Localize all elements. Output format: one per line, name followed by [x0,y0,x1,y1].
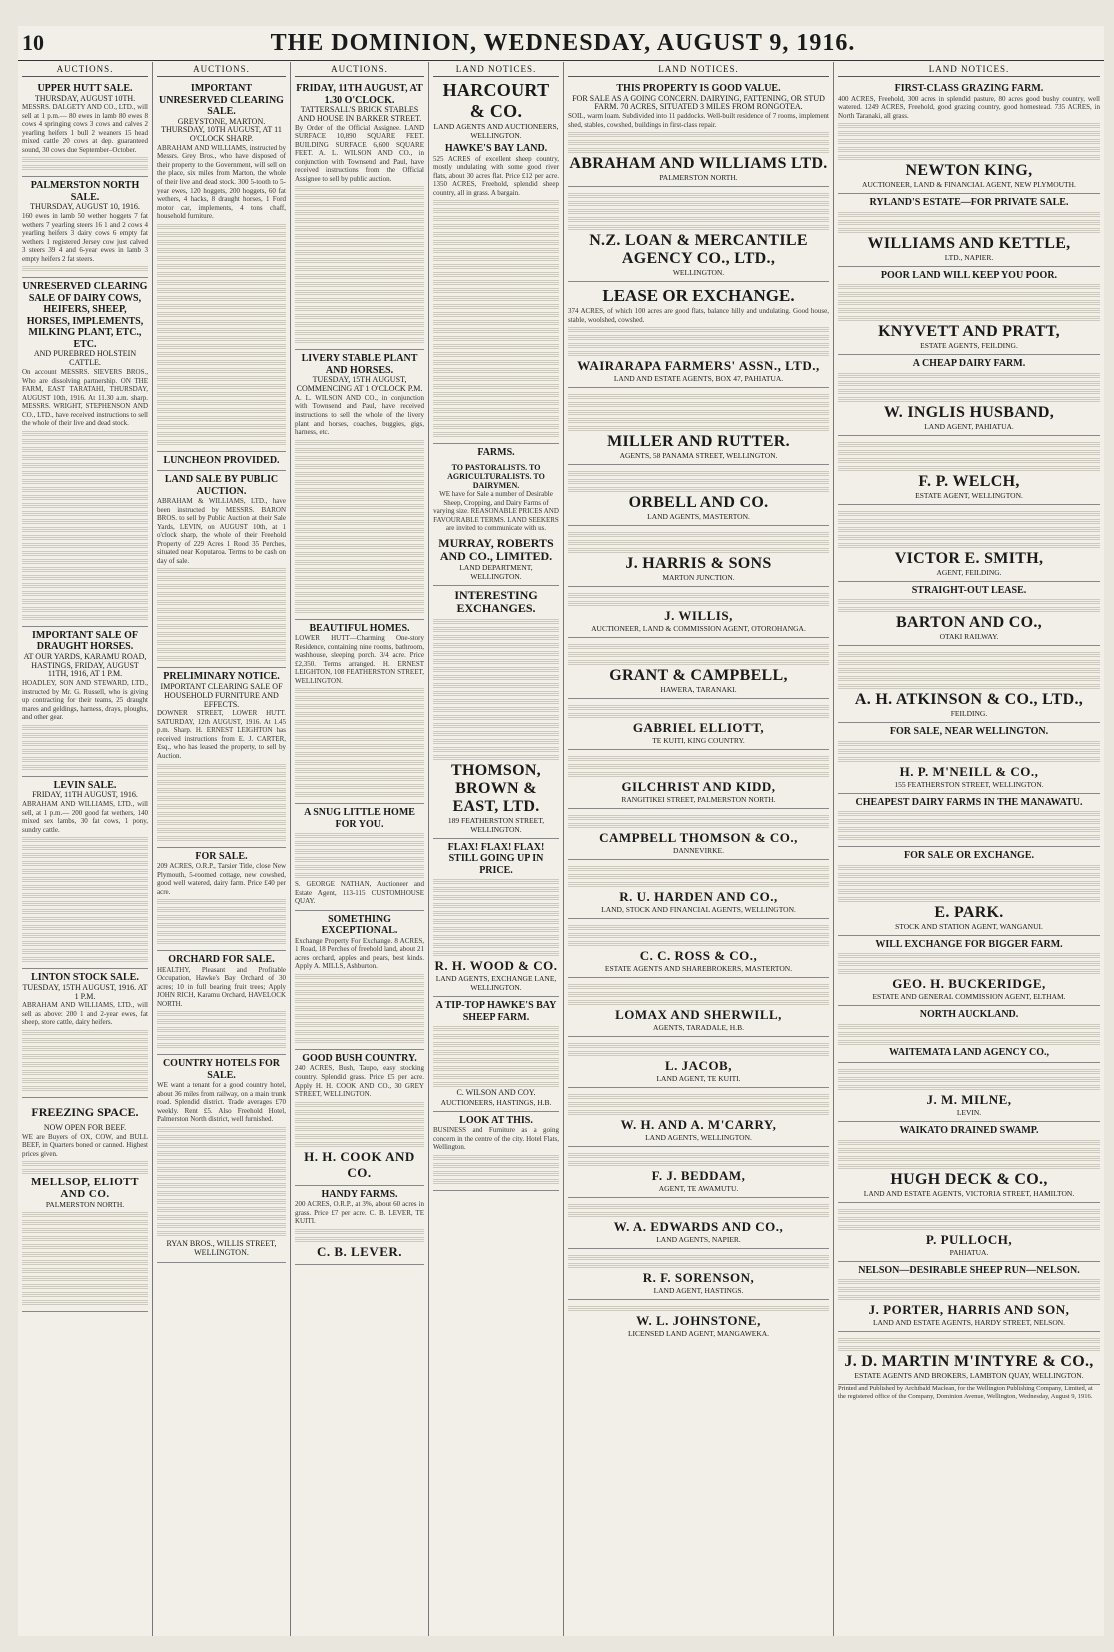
agent-name: KNYVETT AND PRATT, [878,323,1060,341]
ad-title: FLAX! FLAX! FLAX! STILL GOING UP IN PRICE. [447,841,545,876]
agent-location: HAWERA, TARANAKI. [660,685,737,695]
ad-title: STRAIGHT-OUT LEASE. [911,584,1027,596]
ad-subtitle: THURSDAY, AUGUST 10, 1916. [30,202,140,212]
ad-title: LINTON STOCK SALE. [31,972,139,984]
ad-greystone-clearing [157,80,286,452]
ad-text: 209 ACRES, O.R.P., Tarsier Title, close New Plymouth, 5-roomed cottage, new cowshed, good well watered, dairy farm. Price £40 per acre. [157,862,286,896]
agent-name: W. H. AND A. M'CARRY, [620,1117,777,1133]
agent-name: ABRAHAM AND WILLIAMS LTD. [569,155,828,173]
ad-waikato-swamp [838,1122,1100,1203]
ad-jacob [568,1037,829,1088]
ad-north-auckland [838,1006,1100,1063]
agent-name: J. M. MILNE, [926,1092,1012,1108]
ad-title: UPPER HUTT SALE. [37,83,133,94]
ad-welch [838,436,1100,505]
ad-luncheon [157,452,286,472]
ad-text: 525 ACRES of excellent sheep country, mostly undulating with some good river flats, about 30 acres flat. Price £12 per acre. 1350 ACRES, Freehold, splendid sheep country, all in grass. A bargain. [433,154,559,197]
ad-title: LIVERY STABLE PLANT AND HORSES. [301,353,418,376]
ad-text: 200 ACRES, O.R.P., at 3%, about 60 acres in grass. Price £7 per acre. C. B. LEVER, TE KUITI. [295,1200,424,1226]
ad-text: 160 ewes in lamb 50 wether hoggets 7 fat wethers 7 yearling steers 16 1 and 2 cows 4 yearling heifers 3 dairy cows 6 empty fat wethers 1 registered Jersey cow just calved 3 steers 39 4 and 6-year ewes in lamb 3 empty heifers 2 fat steers. [22,212,148,263]
agent-name: MILLER AND RUTTER. [607,433,790,451]
ad-land-sale [157,471,286,668]
ad-title: HANDY FARMS. [321,1188,398,1200]
ad-subtitle: TUESDAY, 15TH AUGUST, COMMENCING AT 1 O'CLOCK P.M. [296,375,423,394]
ad-title: WILL EXCHANGE FOR BIGGER FARM. [875,938,1063,950]
column-auctions-3 [291,62,429,1636]
agent-location: LAND, STOCK AND FINANCIAL AGENTS, WELLINGTON. [601,905,796,915]
ad-campbell-thomson [568,809,829,860]
ad-text: SOIL, warm loam. Subdivided into 11 paddocks. Well-built residence of 7 rooms, implement shed, stables, cowshed, buildings in first-class repair. [568,112,829,129]
freezing-text: WE are Buyers of OX, COW, and BULL BEEF, in Quarters boned or canned. Highest prices given. [22,1132,148,1158]
ad-text: DOWNER STREET, LOWER HUTT. SATURDAY, 12th AUGUST, 1916. At 1.45 p.m. Sharp. H. ERNEST LEIGHTON has received instructions from E. J. CARTER, Esq., who has leased the property, to sell by Auction. [157,709,286,760]
ad-rylands-estate [838,194,1100,267]
agent-location: AGENT, FEILDING. [936,567,1002,577]
ad-title: FARMS. [477,447,515,459]
ad-orchard [157,951,286,1055]
ad-text: WE want a tenant for a good country hotel, about 36 miles from railway, on a main trunk road. Splendid district. Trade averages £70 weekly. Rent £5. Also Freehold Hotel, Palmerston North district, well furnished. [157,1081,286,1124]
column-auctions-1 [18,62,153,1636]
ad-levin-sale [22,777,148,969]
column-auctions-2 [153,62,291,1636]
agent-name: F. P. WELCH, [918,472,1020,490]
ad-text: WE have for Sale a number of Desirable Sheep, Cropping, and Dairy Farms of varying size. REASONABLE PRICES AND FAVOURABLE TERMS. LAND SEEKERS are invited to communicate with us. [433,490,559,533]
column-head: LAND NOTICES. [838,64,1100,77]
agent-name: NEWTON KING, [905,162,1033,180]
agent-name: GILCHRIST AND KIDD, [621,779,776,795]
agent-name: R. F. SORENSON, [642,1270,755,1286]
agent-location: PALMERSTON NORTH. [45,1200,125,1210]
ad-subtitle: FOR SALE AS A GOING CONCERN. DAIRYING, FATTENING, OR STUD FARM. 70 ACRES, SITUATED 3 MILES FROM RONGOTEA. [572,93,825,112]
agent-name: R. U. HARDEN AND CO., [619,889,778,905]
ad-lease-exchange [568,282,829,388]
ad-text: MESSRS. DALGETY AND CO., LTD., will sell at 1 p.m.— 80 ewes in lamb 80 ewes 8 cows 4 springing cows 3 cows and calves 2 yearling heifers 1 bull 2 weaners 15 head mixed cattle 20 cows at dep. guaranteed sound, 30 cows due September–October. [22,103,148,154]
agent-location: 189 FEATHERSTON STREET, WELLINGTON. [447,815,545,834]
agent-location: OTAKI RAILWAY. [939,632,999,642]
ad-farms [433,444,559,586]
agent-name: E. PARK. [934,903,1004,921]
agent-location: RANGITIKEI STREET, PALMERSTON NORTH. [621,795,776,805]
ad-straight-lease [838,582,1100,647]
agent-name: BARTON AND CO., [896,614,1042,632]
ad-title: ORCHARD FOR SALE. [168,954,275,966]
agent-name: WAIRARAPA FARMERS' ASSN., LTD., [577,358,820,374]
ad-preliminary-notice [157,668,286,847]
agent-location: LAND AGENTS, NAPIER. [656,1235,741,1245]
ad-willis [568,587,829,638]
ad-sorenson [568,1249,829,1300]
ad-cheap-dairy-farm [838,355,1100,436]
agent-name: W. L. JOHNSTONE, [636,1313,761,1329]
ad-title: NELSON—DESIRABLE SHEEP RUN—NELSON. [858,1264,1080,1276]
agent-name: R. H. WOOD & CO. [434,958,558,974]
agent-location: ESTATE AND GENERAL COMMISSION AGENT, ELTHAM. [872,992,1066,1002]
ad-good-value [568,80,829,187]
ad-freezing-space [22,1098,148,1312]
agent-name: N.Z. LOAN & MERCANTILE AGENCY CO., LTD., [589,232,808,268]
ad-nz-loan [568,187,829,282]
agent-location: LAND AND ESTATE AGENTS, BOX 47, PAHIATUA. [613,374,784,384]
agent-name: VICTOR E. SMITH, [894,549,1044,567]
ad-ross [568,919,829,978]
ad-country-hotels [157,1055,286,1262]
ad-title: FOR SALE. [195,850,248,862]
ad-harris [568,526,829,587]
ad-title: FOR SALE, NEAR WELLINGTON. [889,726,1049,738]
freezing-title: FREEZING SPACE. [31,1104,139,1119]
ad-title: IMPORTANT UNRESERVED CLEARING SALE. [159,83,284,117]
ad-subtitle: AT OUR YARDS, KARAMU ROAD, HASTINGS, FRIDAY, AUGUST 11TH, 1916, AT 1 P.M. [23,651,147,679]
agent-location: LAND AND ESTATE AGENTS, HARDY STREET, NELSON. [872,1318,1066,1328]
ad-title: UNRESERVED CLEARING SALE OF DAIRY COWS, HEIFERS, SHEEP, HORSES, IMPLEMENTS, MILKING PLANT, ETC., ETC. [22,281,148,350]
column-head: LAND NOTICES. [433,64,559,77]
ad-upper-hutt [22,80,148,177]
agent-location: LAND DEPARTMENT, WELLINGTON. [459,563,533,582]
ad-title: IMPORTANT SALE OF DRAUGHT HORSES. [32,629,138,653]
ad-tiptop-farm [433,997,559,1112]
agent-location: ESTATE AGENTS, FEILDING. [920,341,1018,351]
agent-name: J. PORTER, HARRIS AND SON, [868,1302,1070,1318]
agent-name: W. INGLIS HUSBAND, [883,403,1055,421]
agent-name: P. PULLOCH, [925,1231,1013,1247]
ad-gilchrist [568,750,829,809]
ad-title: A CHEAP DAIRY FARM. [912,358,1026,370]
newspaper-title: THE DOMINION, WEDNESDAY, AUGUST 9, 1916. [270,29,856,56]
printer-imprint: Printed and Published by Archibald Maclean, for the Wellington Publishing Company, Limited, at the registered office of the Company, Dominion Avenue, Wellington, Wednesday, August 9, 1916. [838,1385,1093,1400]
freezing-subtitle: NOW OPEN FOR BEEF. [43,1122,127,1132]
column-head: AUCTIONS. [157,64,286,77]
ad-hawkes-bay-land [433,140,559,444]
agent-location: LEVIN. [956,1108,982,1118]
ad-flax [433,839,559,998]
agent-name: H. H. COOK AND CO. [304,1148,415,1180]
ad-subtitle: THURSDAY, AUGUST 10TH. [34,93,136,103]
ad-text: LOWER HUTT—Charming One-story Residence, containing nine rooms, bathroom, washhouse, sleeping porch. 3/4 acre. Price £2,350. Terms arranged. H. ERNEST LEIGHTON, 108 FEATHERSTON STREET, WELLINGTON. [295,634,424,685]
ad-text: ABRAHAM AND WILLIAMS, LTD., will sell as above: 200 1 and 2-year ewes, fat sheep, store cattle, dairy heifers. [22,1001,148,1027]
ad-text: ABRAHAM AND WILLIAMS, instructed by Messrs. Grey Bros., who have disposed of their property to the Government, will sell on the place, six miles from Marton, the whole of their live and dead stock. 300 5-tooth to 5-year ewes, 120 hoggets, 200 hoggets, 60 fat wethers, 4 hacks, 8 draught horses, 1 Ford motor car, implements, 4 tons chaff, household furniture. [157,143,286,221]
ad-beautiful-homes [295,620,424,805]
ad-sale-exchange [838,847,1100,936]
agent-location: LAND AGENTS, MASTERTON. [647,512,750,522]
agent-name: THOMSON, BROWN & EAST, LTD. [451,761,541,815]
agent-location: TE KUITI, KING COUNTRY. [652,736,745,746]
columns [18,62,1104,1636]
agent-location: AUCTIONEER, LAND & FINANCIAL AGENT, NEW PLYMOUTH. [862,180,1076,190]
ad-text: HOADLEY, SON AND STEWARD, LTD., instructed by Mr. G. Russell, who is giving up contracting for their teams, 25 draught mares and geldings, harness, drays, ploughs, and other gear. [22,679,148,722]
ad-text: Exchange Property For Exchange. 8 ACRES, 1 Road, 18 Perches of freehold land, about 21 acres orchard, apples and pears, best kinds. Apply A. MILLS, Ashburton. [295,936,424,971]
ad-title: POOR LAND WILL KEEP YOU POOR. [880,269,1058,281]
agent-name: F. J. BEDDAM, [651,1168,746,1184]
agent-location: LAND AGENT, TE KUITI. [656,1074,741,1084]
ad-harden [568,860,829,919]
agent-name: A. H. ATKINSON & CO., LTD., [854,691,1084,709]
ad-handy-farms [295,1186,424,1265]
ad-text: 240 ACRES, Bush, Taupo, easy stocking country. Splendid grass. Price £5 per acre. Apply H. H. COOK AND CO., 30 GREY STREET, WELLINGTON. [295,1064,424,1099]
ad-title: A TIP-TOP HAWKE'S BAY SHEEP FARM. [435,1000,557,1023]
ad-elliott [568,699,829,750]
agent-name: J. WILLIS, [664,608,733,624]
ad-clearing-sale [22,278,148,626]
agent-name: H. P. M'NEILL & CO., [899,763,1039,779]
ad-for-sale-new-plymouth [157,848,286,952]
agent-name: C. WILSON AND COY. [456,1088,536,1098]
agent-location: LAND AGENT, HASTINGS. [653,1286,744,1296]
ad-title: LOOK AT THIS. [459,1114,533,1126]
ad-title: NORTH AUCKLAND. [919,1009,1019,1021]
ad-subtitle: IMPORTANT CLEARING SALE OF HOUSEHOLD FURNITURE AND EFFECTS. [160,681,283,709]
ad-grant-campbell [568,638,829,699]
ad-title: FRIDAY, 11TH AUGUST, AT 1.30 O'CLOCK. [296,83,423,106]
column-head: AUCTIONS. [22,64,148,77]
ad-milne [838,1063,1100,1122]
ad-title: A SNUG LITTLE HOME FOR YOU. [304,807,415,830]
agent-name: J. D. MARTIN M'INTYRE & CO., [844,1353,1094,1371]
column-land-notices-3 [834,62,1104,1636]
ad-near-wellington [838,723,1100,794]
agent-name: HUGH DECK & CO., [890,1170,1048,1188]
ad-text: A. L. WILSON AND CO., in conjunction with Townsend and Paul, have received instructions to sell the whole of the livery plant and horses, coaches, buggies, gigs, harness, etc. [295,393,424,437]
ad-tattersalls [295,80,424,350]
ad-title: COUNTRY HOTELS FOR SALE. [162,1058,281,1081]
ad-poor-land [838,267,1100,356]
agent-name: GABRIEL ELLIOTT, [632,720,765,736]
agent-location: AGENTS, 58 PANAMA STREET, WELLINGTON. [619,451,778,461]
ad-look-at-this [433,1112,559,1191]
ad-title: HAWKE'S BAY LAND. [444,143,548,154]
ad-martin-mcintyre [838,1332,1100,1385]
ad-miller-rutter [568,388,829,465]
ad-title: LAND SALE BY PUBLIC AUCTION. [164,474,279,497]
agent-name: WILLIAMS AND KETTLE, [867,234,1071,252]
ad-pulloch [838,1203,1100,1262]
ad-text: HEALTHY, Pleasant and Profitable Occupation, Hawke's Bay Orchard of 30 acres; 10 in full bearing fruit trees; Apply JOHN RICH, Karamu Orchard, HAVELOCK NORTH. [157,965,286,1008]
agent-location: DANNEVIRKE. [672,846,725,856]
agent-name: ORBELL AND CO. [628,494,769,512]
agent-name: LOMAX AND SHERWILL, [615,1007,782,1023]
agent-location: ESTATE AGENTS AND SHAREBROKERS, MASTERTON. [604,964,793,974]
ad-snug-home [295,804,424,911]
agent-location: LAND AND ESTATE AGENTS, VICTORIA STREET, HAMILTON. [863,1188,1075,1198]
ad-mcgarry [568,1088,829,1147]
ad-orbell [568,465,829,526]
agent-name: WAITEMATA LAND AGENCY CO., [888,1046,1050,1058]
agent-location: LAND AGENT, PAHIATUA. [924,421,1014,431]
agent-name: GEO. H. BUCKERIDGE, [892,976,1046,992]
ad-lomax [568,978,829,1037]
agent-name: GRANT & CAMPBELL, [609,667,788,685]
ad-title: FIRST-CLASS GRAZING FARM. [894,83,1044,94]
agent-line: RYAN BROS., WILLIS STREET, WELLINGTON. [166,1238,277,1257]
ad-title: FOR SALE OR EXCHANGE. [903,850,1034,862]
agent-name: CAMPBELL THOMSON & CO., [599,830,798,846]
ad-cheapest-manawatu [838,794,1100,848]
agent-name: W. A. EDWARDS AND CO., [613,1219,784,1235]
harcourt-subtitle: LAND AGENTS AND AUCTIONEERS, WELLINGTON. [433,122,559,140]
agent-location: LTD., NAPIER. [944,252,994,262]
ad-bigger-farm [838,936,1100,1007]
newspaper-page [18,26,1104,1636]
ad-title: PRELIMINARY NOTICE. [163,671,280,683]
ad-livery-stable [295,350,424,619]
column-head: AUCTIONS. [295,64,424,77]
ad-subtitle: TUESDAY, 15TH AUGUST, 1916. AT 1 P.M. [22,982,148,1001]
ad-palmerston-north [22,177,148,278]
ad-title: RYLAND'S ESTATE—FOR PRIVATE SALE. [869,197,1069,209]
page-number: 10 [22,30,44,55]
ad-atkinson [838,646,1100,723]
ad-interesting-exchanges [433,586,559,838]
agent-location: LAND AGENTS, WELLINGTON. [645,1133,752,1143]
agent-name: L. JACOB, [665,1058,732,1074]
column-land-notices-1 [429,62,564,1636]
agent-location: ESTATE AGENT, WELLINGTON. [915,490,1023,500]
ad-title: LUNCHEON PROVIDED. [163,454,280,466]
ad-edwards [568,1198,829,1249]
ad-johnstone [568,1300,829,1342]
agent-location: AUCTIONEER, LAND & COMMISSION AGENT, OTOROHANGA. [591,624,806,634]
agent-location: PAHIATUA. [949,1247,989,1257]
agent-location: MARTON JUNCTION. [662,573,735,583]
ad-subtitle: GREYSTONE, MARTON. THURSDAY, 10TH AUGUST, AT 11 O'CLOCK SHARP. [161,116,282,144]
ad-text: By Order of the Official Assignee. LAND SURFACE 10,890 SQUARE FEET. BUILDING SURFACE 6,600 SQUARE FEET. A. L. WILSON AND CO., in conjunction with Townsend and Paul, have received instructions from the Official Assignee to sell by public auction. [295,123,424,183]
ad-title: SOMETHING EXCEPTIONAL. [321,913,398,937]
agent-location: STOCK AND STATION AGENT, WANGANUI. [895,921,1043,931]
interesting-title: INTERESTING EXCHANGES. [454,588,538,616]
agent-location: WELLINGTON. [672,268,725,278]
ad-text: S. GEORGE NATHAN, Auctioneer and Estate Agent, 113-115 CUSTOMHOUSE QUAY. [295,880,424,906]
ad-title: BEAUTIFUL HOMES. [309,622,410,634]
agent-location: AGENT, TE AWAMUTU. [658,1184,739,1194]
agent-name: MELLSOP, ELIOTT AND CO. [31,1176,139,1201]
ad-text: ABRAHAM AND WILLIAMS, LTD., will sell, at 1 p.m.— 200 good fat wethers, 140 mixed sex lambs, 30 fat cows, 1 pony, sundry cattle. [22,800,148,834]
ad-grazing-farm [838,80,1100,194]
ad-text: 374 ACRES, of which 100 acres are good flats, balance hilly and undulating. Good house, stable, woolshed, cowshed. [568,307,829,324]
ad-title: LEASE OR EXCHANGE. [602,286,795,306]
column-land-notices-2 [564,62,834,1636]
ad-subtitle: AND PUREBRED HOLSTEIN CATTLE. [33,349,137,368]
agent-name: J. HARRIS & SONS [625,555,772,573]
agent-name: C. C. ROSS & CO., [639,948,758,964]
ad-title: THIS PROPERTY IS GOOD VALUE. [616,83,781,94]
ad-linton-stock-sale [22,969,148,1098]
agent-location: FEILDING. [950,709,988,719]
agent-name: MURRAY, ROBERTS AND CO., LIMITED. [438,535,554,564]
ad-text: On account MESSRS. SIEVERS BROS., Who are dissolving partnership. ON THE FARM, EAST TARATAHI, THURSDAY, AUGUST 10th, 1916. At 11.30 a.m. sharp. MESSRS. WRIGHT, STEPHENSON AND CO., LTD., have received instructions to sell the whole of their live and dead stock. [22,368,148,428]
ad-draught-horses [22,627,148,777]
ad-victor-smith [838,505,1100,582]
ad-subtitle: TATTERSALL'S BRICK STABLES AND HOUSE IN BARKER STREET. [297,105,422,123]
ad-title: WAIKATO DRAINED SWAMP. [899,1125,1039,1137]
ad-good-bush-country [295,1050,424,1186]
ad-text: 400 ACRES, Freehold, 300 acres in splendid pasture, 80 acres good bushy country, well watered. 1249 ACRES, Freehold, good grazing country, good homestead. 735 ACRES, in North Taranaki, all grass. [838,94,1100,120]
ad-text: ABRAHAM & WILLIAMS, LTD., have been instructed by MESSRS. BARON BROS. to sell by Public Auction at their Sale Yards, LEVIN, on AUGUST 10th, at 1 o'clock sharp, the whole of their Freehold Property of 229 Acres 1 Rood 35 Perches, situated near Koputaroa. Terms to be cash on day of sale. [157,497,286,565]
harcourt-title: HARCOURT & CO. [442,80,550,121]
ad-subtitle: FRIDAY, 11TH AUGUST, 1916. [32,790,138,800]
masthead [18,26,1104,61]
agent-location: LICENSED LAND AGENT, MANGAWEKA. [627,1329,770,1339]
ad-text: BUSINESS and Furniture as a going concern in the centre of the city. Hotel Flats, Wellington. [433,1126,559,1152]
ad-something-exceptional [295,911,424,1050]
ad-title: PALMERSTON NORTH SALE. [30,180,140,203]
agent-location: PALMERSTON NORTH. [659,173,738,183]
agent-location: ESTATE AGENTS AND BROKERS, LAMBTON QUAY, WELLINGTON. [854,1371,1084,1381]
ad-title: CHEAPEST DAIRY FARMS IN THE MANAWATU. [855,796,1083,808]
column-head: LAND NOTICES. [568,64,829,77]
ad-subtitle: TO PASTORALISTS. TO AGRICULTURALISTS. TO DAIRYMEN. [447,462,545,491]
ad-title: GOOD BUSH COUNTRY. [302,1052,417,1064]
ad-title: LEVIN SALE. [53,779,117,791]
agent-location: LAND AGENTS, EXCHANGE LANE, WELLINGTON. [435,974,557,993]
agent-location: AGENTS, TARADALE, H.B. [653,1023,744,1033]
agent-location: 155 FEATHERSTON STREET, WELLINGTON. [894,779,1044,789]
ad-beddam [568,1147,829,1198]
agent-location: AUCTIONEERS, HASTINGS, H.B. [440,1097,552,1107]
agent-name: C. B. LEVER. [316,1243,403,1259]
ad-nelson-sheep-run [838,1262,1100,1333]
